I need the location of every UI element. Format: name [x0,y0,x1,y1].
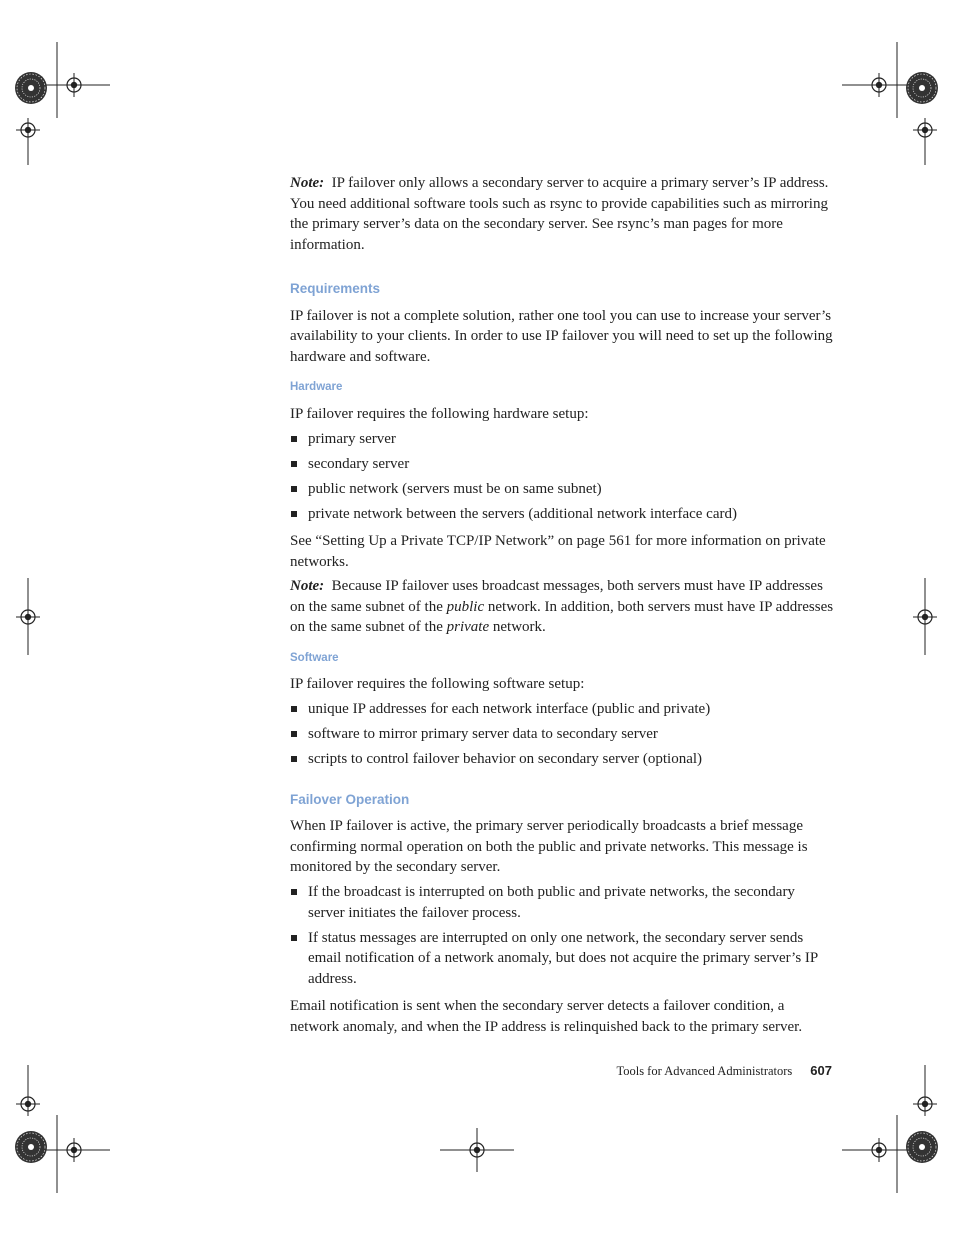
bullet-icon [291,436,297,442]
starburst-mark-icon [906,72,938,104]
requirements-heading: Requirements [290,281,381,296]
crosshair-mark-icon [62,73,86,97]
bullet-icon [291,935,297,941]
list-item: scripts to control failover behavior on secondary server (optional) [290,749,835,770]
page-number: 607 [810,1063,832,1078]
page-footer [616,1063,832,1079]
requirements-intro: IP failover is not a complete solution, rather one tool you can use to increase your server’s availability to your clients. In order to use IP failover you will need to set up the following hardware and software. [290,307,833,365]
crosshair-mark-icon [465,1138,489,1162]
starburst-mark-icon [15,1131,47,1163]
starburst-mark-icon [906,1131,938,1163]
list-item: private network between the servers (additional network interface card) [290,504,835,525]
bullet-icon [291,731,297,737]
main-content [290,173,835,1037]
list-item: secondary server [290,454,835,475]
note-text: IP failover only allows a secondary server to acquire a primary server’s IP address. You need additional software tools such as rsync to provide capabilities such as mirroring the primary server’s data on the secondary server. See rsync’s man pages for more information. [290,175,829,253]
failover-closing: Email notification is sent when the secondary server detects a failover condition, a network anomaly, and when the IP address is relinquished back to the primary server. [290,998,803,1035]
failover-intro: When IP failover is active, the primary server periodically broadcasts a brief message confirming normal operation on both the public and private networks. This message is monitored by the secondary server. [290,818,808,875]
bullet-icon [291,706,297,712]
bullet-icon [291,461,297,467]
note-broadcast: Note: Because IP failover uses broadcast messages, both servers must have IP addresses on the same subnet of the public network. In addition, both servers must have IP addresses on the same subnet of the private network. [290,578,834,635]
software-heading: Software [290,651,339,664]
hardware-intro: IP failover requires the following hardware setup: [290,405,589,422]
bullet-icon [291,511,297,517]
crosshair-mark-icon [867,1138,891,1162]
bullet-icon [291,889,297,895]
hardware-list [290,429,835,525]
hardware-see-also: See “Setting Up a Private TCP/IP Network” on page 561 for more information on private networks. [290,533,826,570]
bullet-icon [291,486,297,492]
chapter-title: Tools for Advanced Administrators [616,1064,793,1078]
crosshair-mark-icon [867,73,891,97]
crosshair-mark-icon [62,1138,86,1162]
software-intro: IP failover requires the following software setup: [290,676,585,692]
note-ip-failover [290,173,835,255]
list-item: unique IP addresses for each network interface (public and private) [290,699,835,720]
list-item: If status messages are interrupted on only one network, the secondary server sends email notification of a network anomaly, but does not acquire the primary server’s IP address. [290,928,835,990]
failover-list [290,882,835,989]
software-list [290,699,835,770]
hardware-heading: Hardware [290,381,343,393]
note-label: Note: [290,578,325,594]
note-label: Note: [290,175,325,191]
list-item: primary server [290,429,835,450]
starburst-mark-icon [15,72,47,104]
list-item: software to mirror primary server data to secondary server [290,724,835,745]
failover-operation-heading: Failover Operation [290,791,410,807]
list-item: If the broadcast is interrupted on both public and private networks, the secondary server initiates the failover process. [290,882,835,923]
list-item: public network (servers must be on same subnet) [290,479,835,500]
bullet-icon [291,756,297,762]
